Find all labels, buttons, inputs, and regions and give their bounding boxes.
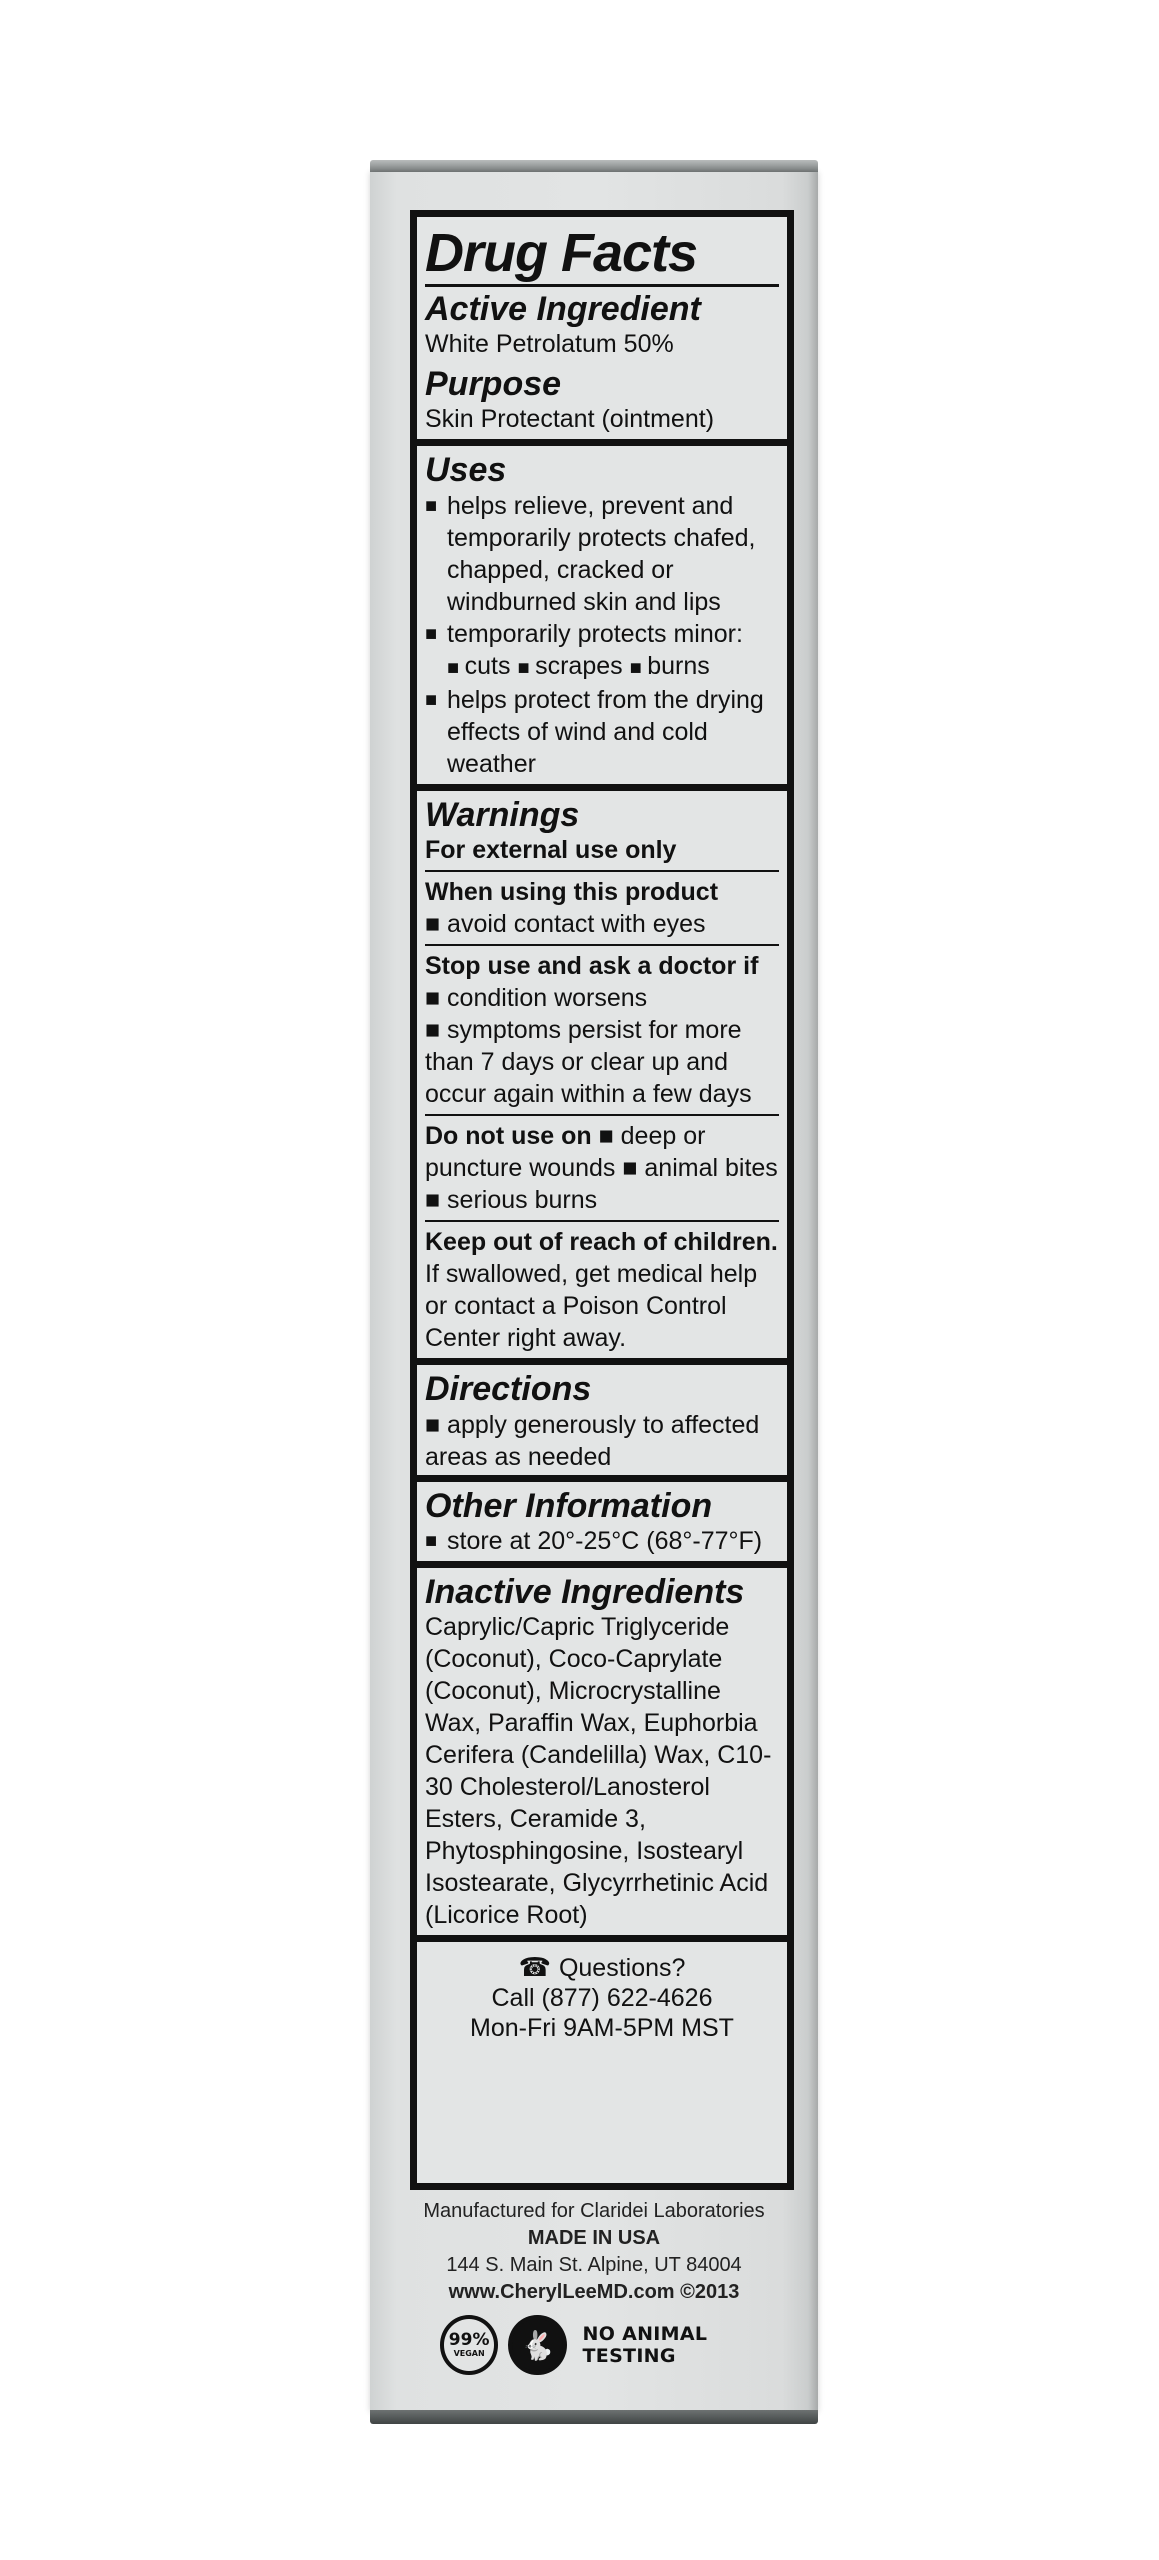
no-animal-testing-text: NO ANIMAL TESTING bbox=[582, 2323, 708, 2367]
bullet-icon: ■ bbox=[425, 1530, 438, 1553]
questions-block bbox=[425, 1942, 779, 2051]
bullet-icon: ■ bbox=[425, 1186, 448, 1215]
website: www.CherylLeeMD.com ©2013 bbox=[448, 2281, 740, 2303]
purpose-heading: Purpose bbox=[425, 365, 562, 404]
divider bbox=[425, 870, 779, 872]
when-using-label: When using this product bbox=[425, 878, 719, 907]
bullet-icon: ■ bbox=[425, 688, 438, 711]
when-using-item: ■ avoid contact with eyes bbox=[425, 910, 706, 939]
questions-hours: Mon-Fri 9AM-5PM MST bbox=[470, 2014, 734, 2043]
divider bbox=[425, 944, 779, 946]
drug-facts-title: Drug Facts bbox=[425, 217, 779, 287]
bullet-icon: ■ bbox=[425, 494, 438, 517]
active-ingredient-text: White Petrolatum 50% bbox=[425, 330, 674, 359]
keep-out-text: If swallowed, get medical help or contact a Poison Control Center right away. bbox=[425, 1260, 758, 1353]
inactive-ingredients-heading: Inactive Ingredients bbox=[425, 1573, 745, 1612]
do-not-use-label: Do not use on bbox=[425, 1122, 592, 1151]
vegan-badge-icon: 99% VEGAN bbox=[440, 2315, 498, 2375]
stop-use-item: ■ symptoms persist for more than 7 days or clear up and occur again within a few days bbox=[425, 1016, 752, 1109]
bullet-icon: ■ bbox=[622, 1154, 645, 1183]
active-ingredient-heading: Active Ingredient bbox=[425, 289, 701, 328]
divider bbox=[425, 1220, 779, 1222]
manufactured-for: Manufactured for Claridei Laboratories bbox=[423, 2200, 765, 2222]
warnings-heading: Warnings bbox=[425, 795, 580, 834]
manufacturer-footer bbox=[380, 2198, 808, 2306]
bullet-icon: ■ bbox=[425, 1410, 448, 1439]
keep-out-label: Keep out of reach of children. bbox=[425, 1228, 778, 1257]
made-in-usa: MADE IN USA bbox=[527, 2227, 661, 2249]
bullet-icon: ■ bbox=[425, 984, 448, 1013]
phone-icon: ☎ bbox=[518, 1952, 551, 1983]
certification-badges bbox=[440, 2310, 800, 2380]
divider bbox=[425, 1114, 779, 1116]
bullet-icon: ■ bbox=[598, 1122, 621, 1151]
section-questions bbox=[417, 1942, 787, 2051]
external-use-text: For external use only bbox=[425, 836, 677, 865]
uses-item: ■ helps protect from the drying effects of wind and cold weather bbox=[425, 685, 764, 778]
bullet-icon: ■ bbox=[517, 656, 536, 679]
uses-heading: Uses bbox=[425, 451, 507, 490]
inactive-ingredients-text: Caprylic/Capric Triglyceride (Coconut), Coco-Caprylate (Coconut), Microcrystalline Wax, Paraffin Wax, Euphorbia Cerifera (Candelilla) Wax, C10-30 Cholesterol/Lanosterol Esters, Ceramide 3, Phytosphingosine, Isostearyl Isostearate, Glycyrrhetinic Acid (Licorice Root) bbox=[425, 1613, 772, 1930]
uses-item: ■ temporarily protects minor: bbox=[425, 619, 743, 648]
section-inactive-ingredients bbox=[417, 1574, 787, 1942]
bullet-icon: ■ bbox=[447, 656, 465, 679]
directions-heading: Directions bbox=[425, 1370, 592, 1409]
section-other-information bbox=[417, 1488, 787, 1568]
stop-use-label: Stop use and ask a doctor if bbox=[425, 952, 759, 981]
other-information-heading: Other Information bbox=[425, 1486, 713, 1525]
address: 144 S. Main St. Alpine, UT 84004 bbox=[446, 2254, 742, 2276]
drug-facts-panel bbox=[410, 210, 794, 2190]
questions-label: Questions? bbox=[558, 1954, 686, 1983]
uses-minor-list: ■ cuts ■ scrapes ■ burns bbox=[447, 651, 710, 680]
section-uses bbox=[417, 452, 787, 790]
keep-out-block bbox=[425, 1226, 779, 1358]
directions-item: ■ apply generously to affected areas as needed bbox=[425, 1410, 760, 1471]
questions-line bbox=[425, 1952, 779, 1983]
box-edge-shadow bbox=[808, 172, 818, 2412]
bullet-icon: ■ bbox=[425, 1016, 448, 1045]
bullet-icon: ■ bbox=[629, 656, 648, 679]
bullet-icon: ■ bbox=[425, 622, 438, 645]
uses-item: ■ helps relieve, prevent and temporarily protects chafed, chapped, cracked or windburned skin and lips bbox=[425, 491, 756, 616]
stop-use-block: Stop use and ask a doctor if ■ condition worsens bbox=[425, 952, 759, 1013]
purpose-text: Skin Protectant (ointment) bbox=[425, 405, 715, 434]
do-not-use-block: Do not use on ■ deep or puncture wounds ■ animal bites ■ serious burns bbox=[425, 1122, 778, 1215]
other-information-item: ■ store at 20°-25°C (68°-77°F) bbox=[425, 1527, 763, 1556]
bunny-icon: 🐇 bbox=[508, 2315, 566, 2375]
bullet-icon: ■ bbox=[425, 910, 448, 939]
section-warnings bbox=[417, 797, 787, 1365]
section-active-purpose bbox=[417, 217, 787, 446]
box-bottom-edge bbox=[370, 2410, 818, 2424]
section-directions bbox=[417, 1371, 787, 1481]
questions-phone: Call (877) 622-4626 bbox=[491, 1984, 713, 2013]
